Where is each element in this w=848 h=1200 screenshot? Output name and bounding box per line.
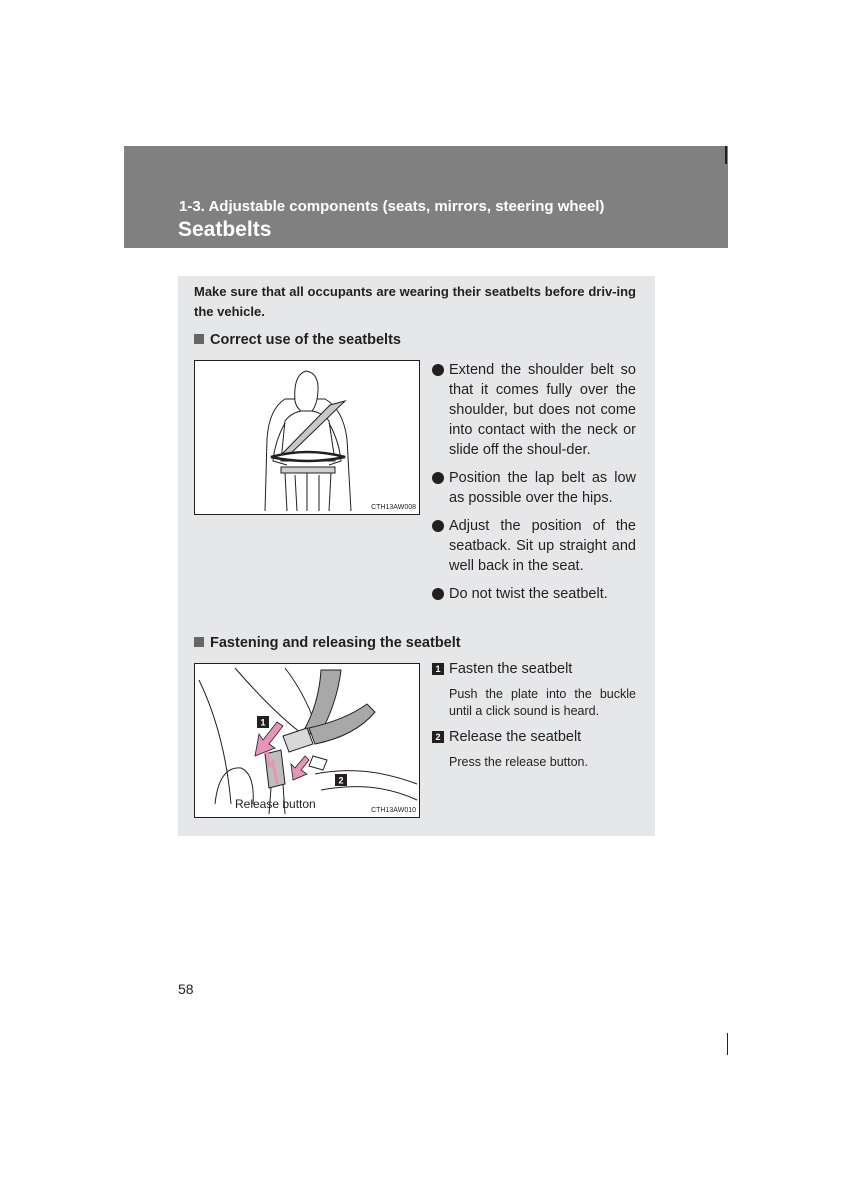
list-item: Do not twist the seatbelt. [432, 584, 636, 604]
subhead-fastening-label: Fastening and releasing the seatbelt [210, 635, 461, 651]
step-1-text: Push the plate into the buckle until a click sound is heard. [449, 687, 636, 718]
bullet-dot-icon [432, 364, 444, 376]
square-bullet-icon [194, 637, 204, 647]
section-label: 1-3. Adjustable components (seats, mirrors, steering wheel) [179, 198, 605, 215]
buckle-illustration [195, 664, 420, 818]
callout-2-label: 2 [338, 775, 344, 786]
bullet-dot-icon [432, 520, 444, 532]
content-panel [178, 276, 655, 836]
callout-1-label: 1 [260, 717, 266, 728]
figure-code: CTH13AW008 [371, 504, 416, 511]
intro-text: Make sure that all occupants are wearing their seatbelts before driv-ing the vehicle. [194, 284, 636, 319]
figure-code: CTH13AW010 [371, 807, 416, 814]
bullet-dot-icon [432, 588, 444, 600]
step-number-icon: 2 [432, 731, 444, 743]
list-item: Extend the shoulder belt so that it comes fully over the shoulder, but does not come into contact with the neck or slide off the shoul-der. [432, 360, 636, 460]
page-title: Seatbelts [178, 218, 272, 241]
square-bullet-icon [194, 334, 204, 344]
edge-mark [727, 1033, 728, 1055]
list-item: Adjust the position of the seatback. Sit up straight and well back in the seat. [432, 516, 636, 576]
step-1-title: 1 Fasten the seatbelt [432, 660, 636, 678]
page-number: 58 [178, 981, 194, 997]
seated-person-illustration [195, 361, 420, 515]
list-item: Position the lap belt as low as possible over the hips. [432, 468, 636, 508]
figure-buckle [194, 663, 420, 818]
release-button-label: Release button [235, 797, 316, 811]
step-number-icon: 1 [432, 663, 444, 675]
figure-seated-person [194, 360, 420, 515]
subhead-correct-use [194, 332, 401, 348]
bullet-list [432, 360, 636, 612]
bullet-dot-icon [432, 472, 444, 484]
subhead-fastening [194, 635, 461, 651]
chapter-header [124, 146, 728, 248]
header-tick-mark [725, 146, 727, 164]
steps-list [432, 660, 636, 779]
step-2-title: 2 Release the seatbelt [432, 728, 636, 746]
step-2-text: Press the release button. [449, 755, 588, 769]
subhead-correct-use-label: Correct use of the seatbelts [210, 332, 401, 348]
